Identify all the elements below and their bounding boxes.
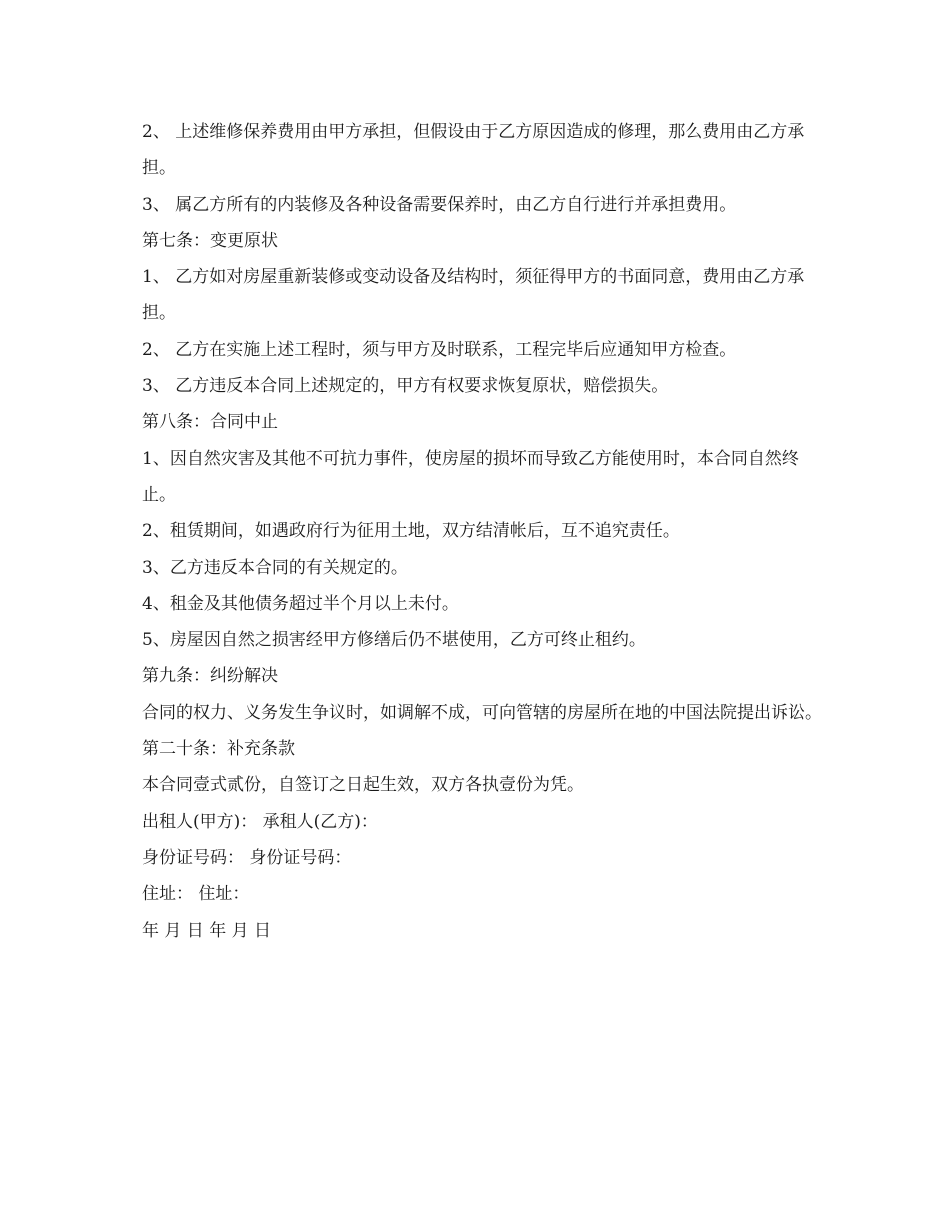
document-body	[142, 114, 822, 949]
signature-parties: 出租人(甲方)： 承租人(乙方)：	[142, 811, 378, 832]
clause-7-item-3: 3、 属乙方所有的内装修及各种设备需要保养时，由乙方自行进行并承担费用。	[142, 194, 737, 215]
signature-addresses: 住址： 住址：	[142, 884, 250, 905]
article-7-item-1: 1、 乙方如对房屋重新装修或变动设备及结构时，须征得甲方的书面同意，费用由乙方承担。	[142, 267, 805, 324]
article-7-item-2: 2、 乙方在实施上述工程时，须与甲方及时联系，工程完毕后应通知甲方检查。	[142, 339, 737, 360]
article-7-item-3: 3、 乙方违反本合同上述规定的，甲方有权要求恢复原状，赔偿损失。	[142, 376, 669, 397]
section-heading-article-7: 第七条：变更原状	[142, 230, 278, 251]
section-heading-article-9: 第九条：纠纷解决	[142, 666, 278, 687]
signature-id-numbers: 身份证号码： 身份证号码：	[142, 847, 352, 868]
signature-dates: 年 月 日 年 月 日	[142, 920, 272, 941]
article-8-item-1: 1、因自然灾害及其他不可抗力事件，使房屋的损坏而导致乙方能使用时，本合同自然终止。	[142, 448, 799, 505]
article-8-item-5: 5、房屋因自然之损害经甲方修缮后仍不堪使用，乙方可终止租约。	[142, 630, 646, 651]
section-heading-article-20: 第二十条：补充条款	[142, 739, 295, 760]
article-8-item-3: 3、乙方违反本合同的有关规定的。	[142, 557, 408, 578]
article-8-item-4: 4、租金及其他债务超过半个月以上未付。	[142, 593, 459, 614]
article-20-text: 本合同壹式贰份，自签订之日起生效，双方各执壹份为凭。	[142, 775, 584, 796]
section-heading-article-8: 第八条：合同中止	[142, 412, 278, 433]
article-8-item-2: 2、租赁期间，如遇政府行为征用土地，双方结清帐后，互不追究责任。	[142, 521, 680, 542]
article-9-text: 合同的权力、义务发生争议时，如调解不成，可向管辖的房屋所在地的中国法院提出诉讼。	[142, 702, 822, 723]
clause-7-item-2: 2、 上述维修保养费用由甲方承担，但假设由于乙方原因造成的修理，那么费用由乙方承担。	[142, 122, 805, 179]
